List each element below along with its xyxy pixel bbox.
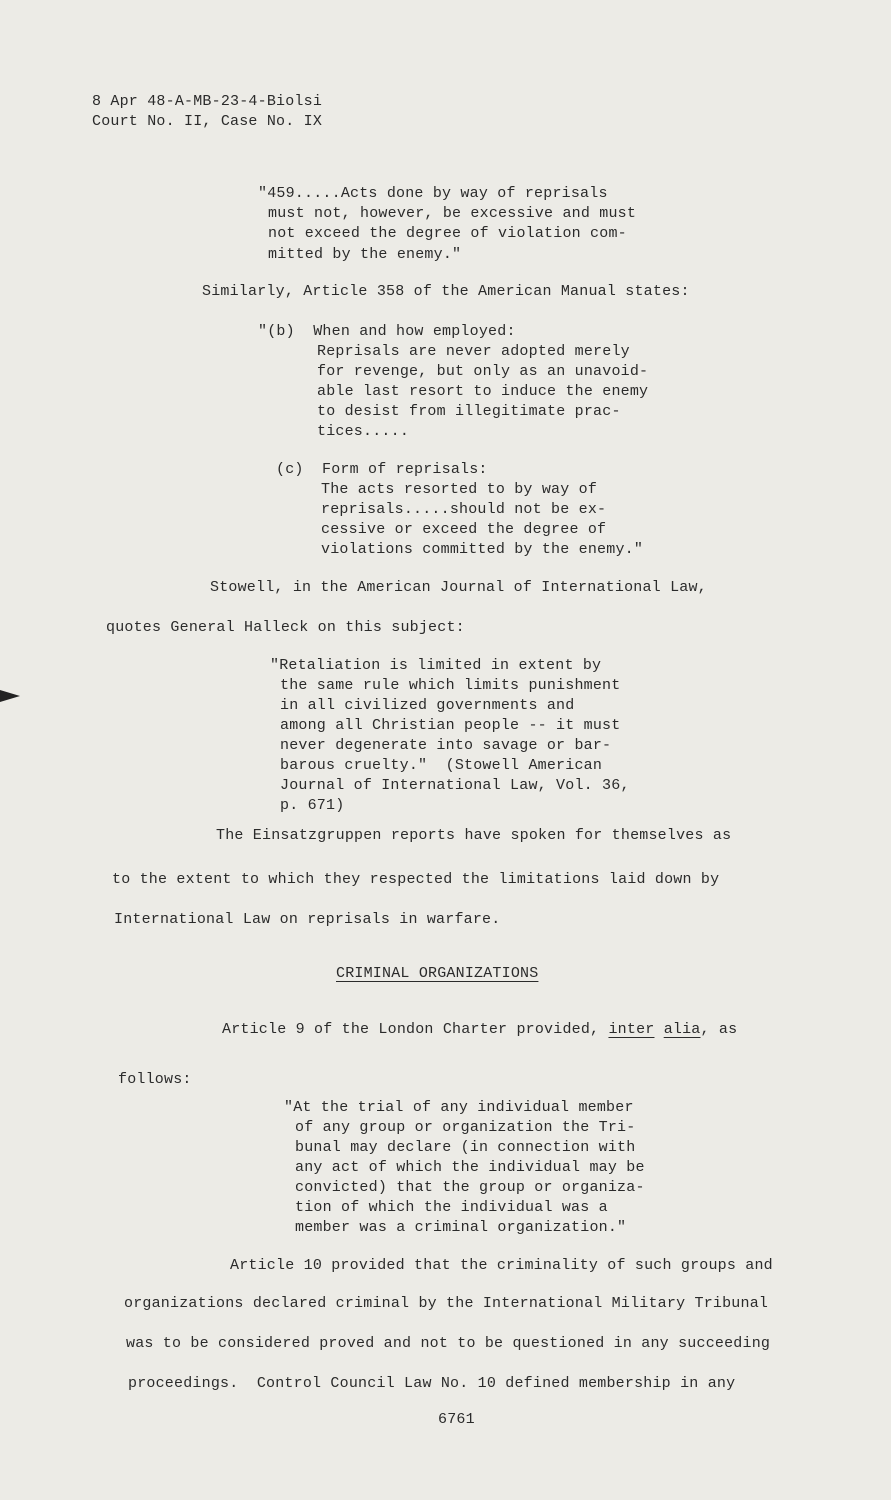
paragraph-article10-line-1: Article 10 provided that the criminality of such groups and xyxy=(230,1257,773,1274)
quote-line: "At the trial of any individual member xyxy=(284,1099,634,1116)
quote-line: tices..... xyxy=(317,423,410,440)
quote-line: cessive or exceed the degree of xyxy=(321,521,607,538)
section-heading: CRIMINAL ORGANIZATIONS xyxy=(336,965,539,982)
quote-line: among all Christian people -- it must xyxy=(280,717,621,734)
article9-tail: , as xyxy=(700,1021,738,1038)
quote-line: not exceed the degree of violation com- xyxy=(268,225,627,242)
quote-line: member was a criminal organization." xyxy=(295,1219,627,1236)
paragraph-stowell-line-1: Stowell, in the American Journal of International Law, xyxy=(210,579,707,596)
quote-line: to desist from illegitimate prac- xyxy=(317,403,621,420)
quote-line: any act of which the individual may be xyxy=(295,1159,645,1176)
paragraph-article10-line-4: proceedings. Control Council Law No. 10 defined membership in any xyxy=(128,1375,736,1392)
article9-space xyxy=(654,1021,663,1038)
quote-line: "Retaliation is limited in extent by xyxy=(270,657,602,674)
article9-text: Article 9 of the London Charter provided, xyxy=(222,1021,609,1038)
page-number: 6761 xyxy=(438,1411,475,1428)
paragraph-similarly: Similarly, Article 358 of the American Manual states: xyxy=(202,283,690,300)
paragraph-article9-line-1 xyxy=(222,1020,737,1040)
paragraph-einsatz-line-2: to the extent to which they respected the limitations laid down by xyxy=(112,871,720,888)
quote-line: never degenerate into savage or bar- xyxy=(280,737,612,754)
quote-line: reprisals.....should not be ex- xyxy=(321,501,607,518)
article9-alia: alia xyxy=(663,1021,701,1038)
header-line-1: 8 Apr 48-A-MB-23-4-Biolsi xyxy=(92,93,323,110)
paragraph-article10-line-3: was to be considered proved and not to be questioned in any succeeding xyxy=(126,1335,771,1352)
quote-line: the same rule which limits punishment xyxy=(280,677,621,694)
margin-arrow-mark xyxy=(0,690,20,702)
quote-line: The acts resorted to by way of xyxy=(321,481,598,498)
header-line-2: Court No. II, Case No. IX xyxy=(92,113,323,130)
quote-line: able last resort to induce the enemy xyxy=(317,383,649,400)
paragraph-article10-line-2: organizations declared criminal by the International Military Tribunal xyxy=(124,1295,769,1312)
quote-line: bunal may declare (in connection with xyxy=(295,1139,636,1156)
quote-line: of any group or organization the Tri- xyxy=(295,1119,636,1136)
paragraph-stowell-line-2: quotes General Halleck on this subject: xyxy=(106,619,465,636)
paragraph-article9-line-2: follows: xyxy=(118,1071,192,1088)
quote-line: convicted) that the group or organiza- xyxy=(295,1179,645,1196)
quote-line: for revenge, but only as an unavoid- xyxy=(317,363,649,380)
quote-line: barous cruelty." (Stowell American xyxy=(280,757,603,774)
quote-line: "(b) When and how employed: xyxy=(258,323,516,340)
quote-line: Reprisals are never adopted merely xyxy=(317,343,630,360)
quote-line: Journal of International Law, Vol. 36, xyxy=(280,777,630,794)
quote-line: "459.....Acts done by way of reprisals xyxy=(258,185,608,202)
quote-line: mitted by the enemy." xyxy=(268,246,462,263)
paragraph-einsatz-line-1: The Einsatzgruppen reports have spoken for themselves as xyxy=(216,827,732,844)
quote-line: p. 671) xyxy=(280,797,345,814)
quote-line: violations committed by the enemy." xyxy=(321,541,644,558)
quote-line: tion of which the individual was a xyxy=(295,1199,608,1216)
paragraph-einsatz-line-3: International Law on reprisals in warfare. xyxy=(114,911,501,928)
quote-line: (c) Form of reprisals: xyxy=(276,461,488,478)
quote-line: in all civilized governments and xyxy=(280,697,575,714)
article9-inter: inter xyxy=(608,1021,655,1038)
quote-line: must not, however, be excessive and must xyxy=(268,205,637,222)
